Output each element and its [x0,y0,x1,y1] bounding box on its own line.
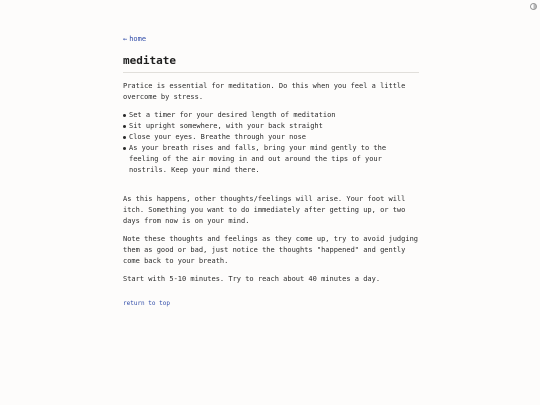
back-home-link[interactable] [123,33,419,45]
theme-toggle-button[interactable] [530,3,537,10]
bullet-icon [123,114,126,117]
bullet-icon [123,147,126,150]
list-item [123,110,419,121]
intro-paragraph: Pratice is essential for meditation. Do this when you feel a little overcome by stress. [123,82,406,101]
list-item-text: Set a timer for your desired length of meditation [129,111,336,119]
list-item [123,143,419,176]
list-item-text: Sit upright somewhere, with your back straight [129,122,323,130]
page-title: meditate [123,54,176,67]
thoughts-paragraph: As this happens, other thoughts/feelings will arise. Your foot will itch. Something you want to do immediately after getting up, or two days from now is on your mind. [123,195,406,225]
back-home-label: home [129,35,147,43]
noting-paragraph: Note these thoughts and feelings as they come up, try to avoid judging them as good or bad, just notice the thoughts "happened" and gently come back to your breath. [123,235,419,265]
bullet-icon [123,136,126,139]
list-item [123,132,419,143]
return-to-top-link[interactable]: return to top [123,300,170,307]
article-container [123,33,419,309]
duration-paragraph: Start with 5-10 minutes. Try to reach about 40 minutes a day. [123,275,381,283]
list-item-text: As your breath rises and falls, bring your mind gently to the feeling of the air moving in and out around the tips of your nostrils. Keep your mind there. [129,144,387,174]
list-item-text: Close your eyes. Breathe through your nose [129,133,307,141]
title-divider [123,72,419,73]
bullet-icon [123,125,126,128]
steps-list [123,110,419,176]
list-item [123,121,419,132]
arrow-left-icon: ← [123,35,128,43]
